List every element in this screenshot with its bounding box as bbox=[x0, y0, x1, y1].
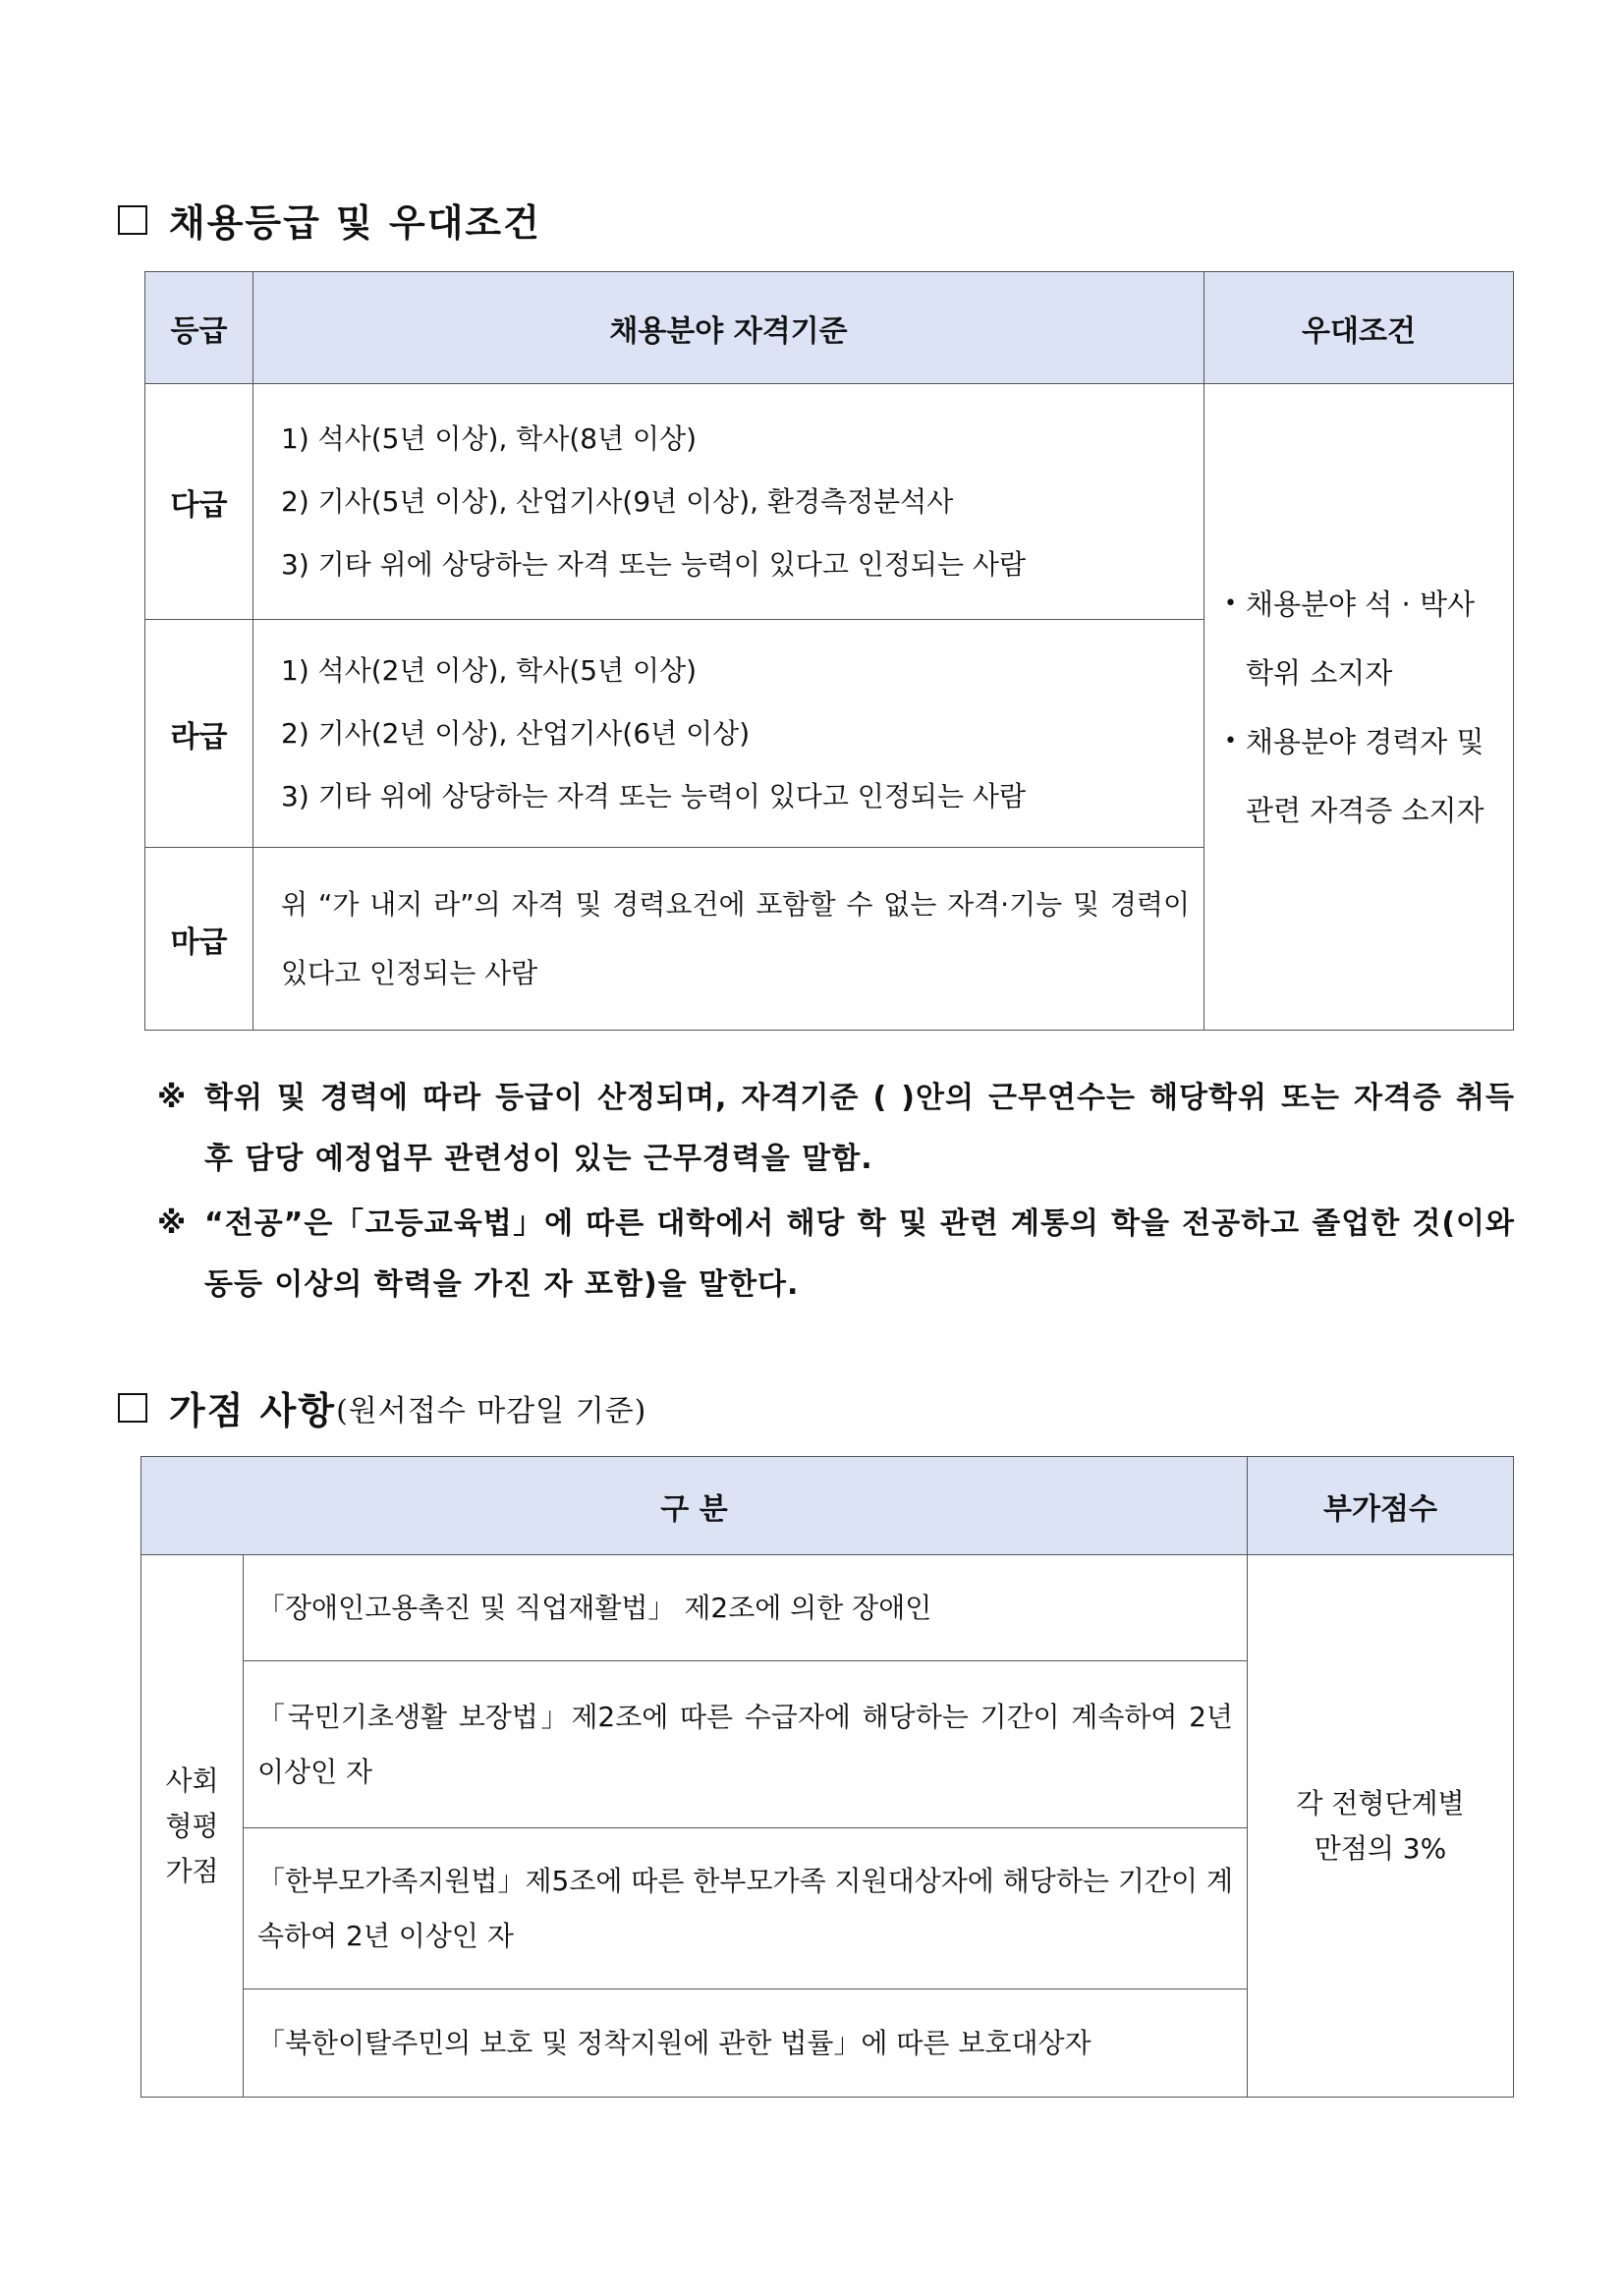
notes-block bbox=[157, 1068, 1515, 1319]
note-text: “전공”은「고등교육법」에 따른 대학에서 해당 학 및 관련 계통의 학을 전공하고 졸업한 것(이와 동등 이상의 학력을 가진 자 포함)을 말한다. bbox=[204, 1206, 1515, 1302]
bonus-points-table bbox=[140, 1456, 1514, 2098]
note-text: 학위 및 경력에 따라 등급이 산정되며, 자격기준 ( )안의 근무연수는 해당학위 또는 자격증 취득 후 담당 예정업무 관련성이 있는 근무경력을 말함. bbox=[204, 1081, 1515, 1176]
header-bonus: 부가점수 bbox=[1248, 1457, 1514, 1555]
bonus-value-line: 만점의 3% bbox=[1314, 1831, 1447, 1865]
reference-mark-icon: ※ bbox=[157, 1206, 187, 1241]
note-item bbox=[157, 1068, 1515, 1190]
table-header-row bbox=[145, 272, 1514, 384]
criteria-line: 2) 기사(2년 이상), 산업기사(6년 이상) bbox=[281, 716, 751, 750]
category-line: 가점 bbox=[165, 1854, 219, 1887]
table-row bbox=[141, 1555, 1514, 1661]
header-preference: 우대조건 bbox=[1204, 272, 1514, 384]
section-title-text: 채용등급 및 우대조건 bbox=[169, 200, 541, 245]
criteria-line: 1) 석사(5년 이상), 학사(8년 이상) bbox=[281, 421, 698, 455]
section-title-text: 가점 사항 bbox=[169, 1388, 337, 1432]
bonus-item: 「한부모가족지원법」제5조에 따른 한부모가족 지원대상자에 해당하는 기간이 계속하여 2년 이상인 자 bbox=[244, 1828, 1248, 1989]
bonus-value-line: 각 전형단계별 bbox=[1296, 1786, 1465, 1820]
section-title-grades bbox=[118, 193, 541, 247]
grade-name: 라급 bbox=[145, 620, 253, 848]
bonus-item: 「장애인고용촉진 및 직업재활법」 제2조에 의한 장애인 bbox=[244, 1555, 1248, 1661]
category-line: 사회 bbox=[165, 1764, 219, 1797]
table-header-row bbox=[141, 1457, 1514, 1555]
preference-text: 채용분야 석 · 박사 학위 소지자 bbox=[1246, 587, 1475, 690]
grade-name: 마급 bbox=[145, 848, 253, 1031]
criteria-cell bbox=[253, 620, 1204, 848]
header-category: 구 분 bbox=[141, 1457, 1248, 1555]
criteria-line: 2) 기사(5년 이상), 산업기사(9년 이상), 환경측정분석사 bbox=[281, 484, 954, 518]
bullet-icon: • bbox=[1224, 728, 1237, 754]
preference-cell bbox=[1204, 384, 1514, 1031]
bullet-icon: • bbox=[1224, 590, 1237, 616]
grade-name: 다급 bbox=[145, 384, 253, 620]
header-criteria: 채용분야 자격기준 bbox=[253, 272, 1204, 384]
bonus-item: 「국민기초생활 보장법」제2조에 따른 수급자에 해당하는 기간이 계속하여 2년 이상인 자 bbox=[244, 1661, 1248, 1828]
note-item bbox=[157, 1194, 1515, 1316]
criteria-line: 3) 기타 위에 상당하는 자격 또는 능력이 있다고 인정되는 사람 bbox=[281, 779, 1026, 812]
grade-criteria-table bbox=[144, 271, 1514, 1031]
checkbox-square-icon bbox=[118, 1393, 147, 1423]
criteria-line: 3) 기타 위에 상당하는 자격 또는 능력이 있다고 인정되는 사람 bbox=[281, 547, 1026, 581]
criteria-line: 1) 석사(2년 이상), 학사(5년 이상) bbox=[281, 653, 698, 687]
section-title-subtext: (원서접수 마감일 기준) bbox=[336, 1393, 647, 1428]
checkbox-square-icon bbox=[118, 205, 147, 235]
table-row bbox=[145, 384, 1514, 620]
criteria-cell bbox=[253, 384, 1204, 620]
category-line: 형평 bbox=[165, 1809, 219, 1842]
preference-item bbox=[1224, 570, 1503, 707]
criteria-cell bbox=[253, 848, 1204, 1031]
category-cell bbox=[141, 1555, 244, 2098]
bonus-value-cell bbox=[1248, 1555, 1514, 2098]
preference-item bbox=[1224, 707, 1503, 845]
reference-mark-icon: ※ bbox=[157, 1081, 187, 1115]
preference-text: 채용분야 경력자 및 관련 자격증 소지자 bbox=[1246, 724, 1484, 827]
section-title-bonus bbox=[118, 1380, 646, 1434]
bonus-item: 「북한이탈주민의 보호 및 정착지원에 관한 법률」에 따른 보호대상자 bbox=[244, 1989, 1248, 2098]
criteria-paragraph: 위 “가 내지 라”의 자격 및 경력요건에 포함할 수 없는 자격·기능 및 경력이 있다고 인정되는 사람 bbox=[281, 887, 1190, 989]
header-grade: 등급 bbox=[145, 272, 253, 384]
